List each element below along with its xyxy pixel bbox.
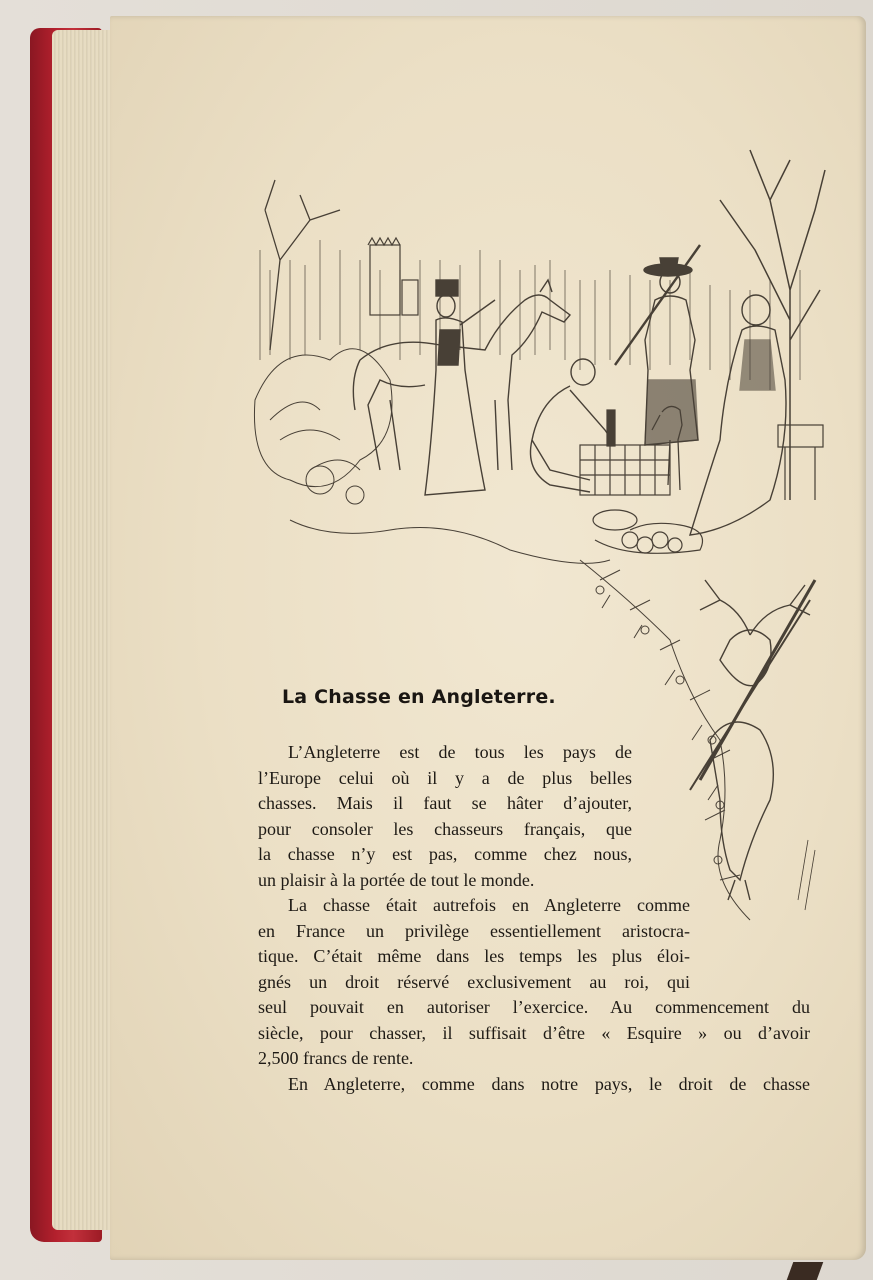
bookmark-ribbon (787, 1262, 824, 1280)
text-line: gnés un droit réservé exclusivement au roi, qui (258, 971, 690, 992)
text-line: tique. C’était même dans les temps les plus éloi- (258, 946, 690, 966)
castle-tower (368, 238, 418, 315)
paragraph-1 (258, 740, 818, 893)
background-trees (260, 240, 800, 390)
horse (353, 280, 570, 470)
text-line: chasses. Mais il faut se hâter d’ajouter, (258, 793, 632, 813)
seated-woman (690, 295, 786, 535)
kneeling-man (530, 359, 615, 492)
chapter-title: La Chasse en Angleterre. (282, 686, 556, 708)
text-line: un plaisir à la portée de tout le monde. (258, 869, 535, 890)
text-line: la chasse n’y est pas, comme chez nous, (258, 844, 632, 864)
text-line: seul pouvait en autoriser l’exercice. Au commencement du (258, 997, 810, 1017)
text-line: L’Angleterre est de tous les pays de (288, 742, 632, 762)
text-line: En Angleterre, comme dans notre pays, le droit de chasse (288, 1073, 810, 1094)
page-edges (52, 30, 116, 1230)
text-line: 2,500 francs de rente. (258, 1048, 414, 1068)
body-text (258, 740, 818, 1097)
bare-tree-left (265, 180, 340, 350)
text-line: l’Europe celui où il y a de plus belles (258, 767, 632, 788)
text-line: pour consoler les chasseurs français, que (258, 818, 632, 839)
text-line: La chasse était autrefois en Angleterre comme (288, 895, 690, 915)
text-line: siècle, pour chasser, il suffisait d’être « Esquire » ou d’avoir (258, 1022, 810, 1043)
woman-with-gun (615, 245, 700, 445)
foliage-left (254, 349, 610, 564)
paragraph-2 (258, 893, 818, 1072)
text-line: en France un privilège essentiellement aristocra- (258, 920, 690, 941)
paragraph-3 (258, 1072, 818, 1098)
